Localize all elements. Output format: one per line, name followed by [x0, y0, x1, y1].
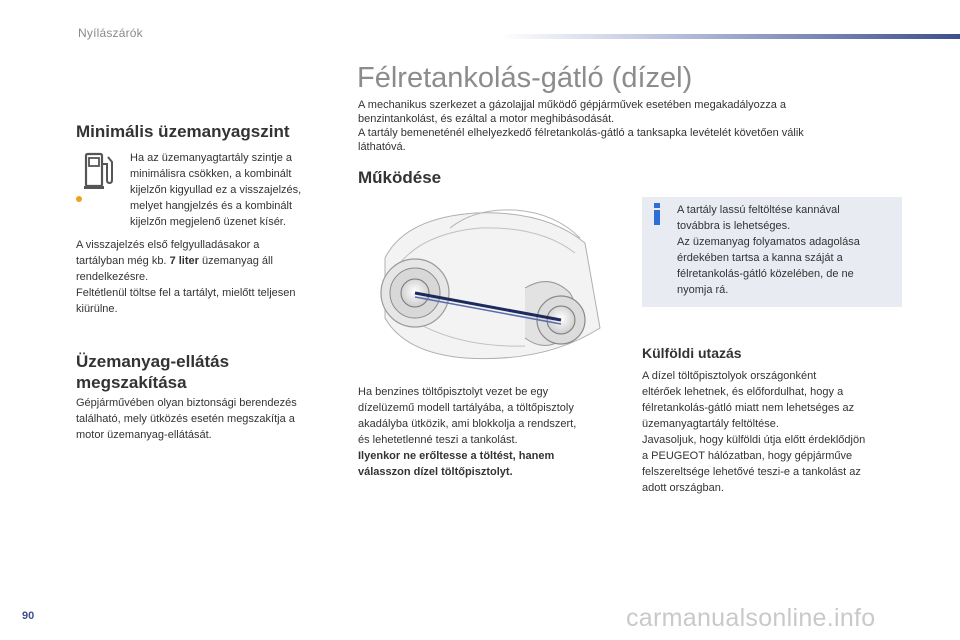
fuel-pump-icon — [84, 150, 114, 190]
text-line: félretankolás-gátló miatt nem lehetséges az — [642, 402, 855, 414]
text-line: félretankolás-gátló közelében, de ne — [677, 268, 854, 280]
text-line: Ha benzines töltőpisztolyt vezet be egy — [358, 386, 549, 398]
text-line: A visszajelzés első felgyulladásakor a — [76, 239, 260, 251]
text-line: tartályban még kb. 7 liter üzemanyag áll — [76, 255, 273, 267]
text-line: akadályba ütközik, ami blokkolja a rendszert, — [358, 418, 577, 430]
page-number: 90 — [22, 610, 35, 622]
text-line: érdekében tartsa a kanna száját a — [677, 252, 843, 264]
text-line: eltérőek lehetnek, és előfordulhat, hogy a — [642, 386, 844, 398]
min-fuel-paragraph — [76, 237, 336, 317]
text-line: A tartály lassú feltöltése kannával — [677, 204, 840, 216]
text-line: válasszon dízel töltőpisztolyt. — [358, 466, 513, 478]
text-line: dízelüzemű modell tartályába, a töltőpisztoly — [358, 402, 574, 414]
text-line: Az üzemanyag folyamatos adagolása — [677, 236, 860, 248]
intro-text — [358, 98, 898, 154]
text-line: Feltétlenül töltse fel a tartályt, mielőtt teljesen — [76, 287, 296, 299]
text-line: üzemanyagtartály feltöltése. — [642, 418, 779, 430]
operation-text — [358, 384, 618, 480]
text-line: Gépjárművében olyan biztonsági berendezés — [76, 397, 297, 409]
watermark: carmanualsonline.info — [626, 604, 876, 632]
text-line: melyet hangjelzés és a kombinált — [130, 200, 293, 212]
fuel-cutoff-heading: Üzemanyag-ellátás megszakítása — [76, 352, 230, 392]
warning-dot — [76, 196, 82, 202]
abroad-text — [642, 368, 912, 496]
text-line: Ha az üzemanyagtartály szintje a — [130, 152, 293, 164]
text-line: kijelzőn kigyullad ez a visszajelzés, — [130, 184, 302, 196]
section-header: Nyílászárók — [78, 26, 143, 40]
abroad-heading: Külföldi utazás — [642, 345, 742, 361]
text-line: motor üzemanyag-ellátását. — [76, 429, 212, 441]
text-line: kiürülne. — [76, 303, 118, 315]
operation-heading: Működése — [358, 168, 442, 187]
text-line: adott országban. — [642, 482, 724, 494]
intro-line: benzintankolást, és ezáltal a motor meghibásodását. — [358, 113, 615, 125]
text-line: A dízel töltőpisztolyok országonként — [642, 370, 817, 382]
intro-line: A mechanikus szerkezet a gázolajjal működő gépjárművek esetében megakadályozza a — [358, 99, 787, 111]
text-line: felszereltsége lehetővé teszi-e a tankolást az — [642, 466, 861, 478]
text-line: Ilyenkor ne erőltesse a töltést, hanem — [358, 450, 555, 462]
text-line: kijelzőn megjelenő üzenet kísér. — [130, 216, 286, 228]
fuel-cutoff-text — [76, 395, 336, 443]
text-line: továbbra is lehetséges. — [677, 220, 791, 232]
text-line: rendelkezésre. — [76, 271, 149, 283]
min-fuel-icon-text — [130, 150, 340, 230]
intro-line: A tartály bemeneténél elhelyezkedő félretankolás-gátló a tanksapka levételét követően válik — [358, 127, 804, 139]
info-text — [677, 202, 892, 298]
info-icon — [650, 203, 664, 225]
header-bar — [500, 34, 960, 39]
page-title: Félretankolás-gátló (dízel) — [357, 62, 693, 94]
intro-line: láthatóvá. — [358, 141, 406, 153]
text-line: minimálisra csökken, a kombinált — [130, 168, 292, 180]
text-line: található, mely ütközés esetén megszakítja a — [76, 413, 295, 425]
text-line: nyomja rá. — [677, 284, 729, 296]
text-line: a PEUGEOT hálózatban, hogy gépjárműve — [642, 450, 853, 462]
text-line: és lehetetlenné teszi a tankolást. — [358, 434, 518, 446]
min-fuel-heading: Minimális üzemanyagszint — [76, 122, 290, 141]
text-line: Javasoljuk, hogy külföldi útja előtt érdeklődjön — [642, 434, 866, 446]
fuel-filler-illustration — [365, 198, 615, 370]
